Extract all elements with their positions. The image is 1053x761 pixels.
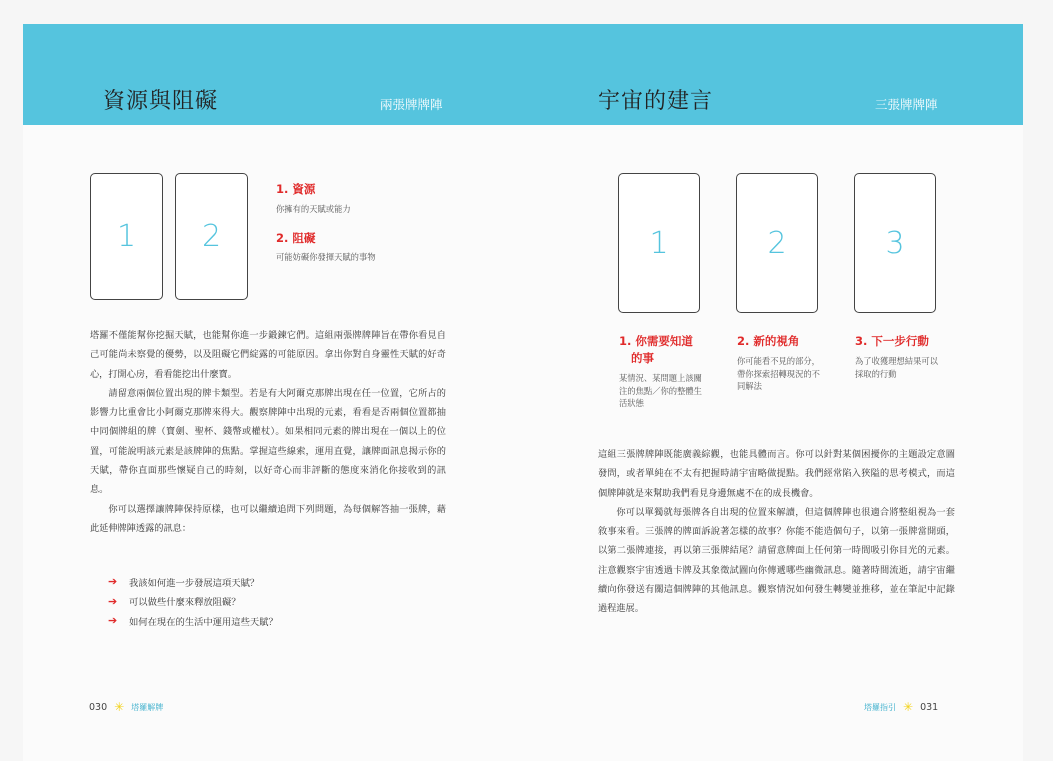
page-title: 宇宙的建言 bbox=[598, 89, 714, 114]
card-slot-3 bbox=[854, 173, 936, 313]
page-number: 031 bbox=[920, 701, 939, 713]
left-page bbox=[23, 24, 523, 761]
card-slot-1 bbox=[90, 173, 163, 300]
card-number: 2 bbox=[201, 219, 222, 254]
position-desc-resource: 你擁有的天賦或能力 bbox=[276, 204, 351, 214]
position-title-new-perspective: 2. 新的視角 bbox=[737, 334, 800, 348]
position-desc-obstacle: 可能妨礙你發揮天賦的事物 bbox=[276, 252, 376, 262]
sun-icon: ✳ bbox=[114, 700, 125, 714]
position-title-need-to-know: 1. 你需要知道 的事 bbox=[619, 334, 693, 365]
page-title: 資源與阻礙 bbox=[103, 89, 219, 114]
sun-icon: ✳ bbox=[903, 700, 914, 714]
arrow-right-icon: ➔ bbox=[108, 614, 118, 628]
list-item: ➔ 如何在現在的生活中運用這些天賦？ bbox=[108, 614, 278, 628]
body-text bbox=[90, 326, 446, 538]
paragraph: 你可以單獨就每張牌各自出現的位置來解讀，但這個牌陣也很適合將整組視為一套敘事來看。三張牌的牌面訴說著怎樣的故事？你能不能造個句子，以第一張牌當開頭，以第二張牌連接，再以第三張牌結尾？請留意牌面上任何第一時間吸引你目光的元素。注意觀察宇宙透過卡牌及其象徵試圖向你傳遞哪些幽微訊息。隨著時間流逝，請宇宙繼續向你發送有關這個牌陣的其他訊息。觀察情況如何發生轉變並推移，並在筆記中記錄過程進展。 bbox=[598, 506, 955, 615]
position-desc-need-to-know: 某情況、某問題上該關注的焦點／你的整體生活狀態 bbox=[619, 373, 702, 408]
paragraph: 這組三張牌牌陣既能廣義綜觀，也能具體而言。你可以針對某個困擾你的主題設定意圖發問，或者單純在不太有把握時請宇宙略做提點。我們經常陷入狹隘的思考模式，而這個牌陣就是來幫助我們看見身邊無處不在的成長機會。 bbox=[598, 449, 955, 499]
spread-type-label: 三張牌牌陣 bbox=[875, 97, 938, 112]
position-title-resource: 1. 資源 bbox=[276, 182, 316, 196]
page-footer bbox=[864, 700, 938, 714]
card-slot-1 bbox=[618, 173, 700, 313]
running-title: 塔羅指引 bbox=[864, 702, 896, 712]
right-page bbox=[523, 24, 1023, 761]
page-number: 030 bbox=[89, 701, 108, 713]
position-desc-new-perspective: 你可能看不見的部分，帶你探索招轉現況的不同解法 bbox=[737, 356, 820, 391]
paragraph: 你可以選擇讓牌陣保持原樣，也可以繼續追問下列問題，為每個解答抽一張牌，藉此延伸牌陣透露的訊息： bbox=[90, 503, 446, 534]
paragraph: 塔羅不僅能幫你挖掘天賦，也能幫你進一步鍛鍊它們。這組兩張牌牌陣旨在帶你看見自己可能尚未察覺的優勢，以及阻礙它們綻露的可能原因。拿出你對自身靈性天賦的好奇心，打開心房，看看能挖出什麼寶。 bbox=[90, 330, 446, 380]
card-number: 3 bbox=[885, 225, 905, 261]
header-band bbox=[23, 24, 523, 125]
position-title-obstacle: 2. 阻礙 bbox=[276, 231, 316, 245]
paragraph: 請留意兩個位置出現的牌卡類型。若是有大阿爾克那牌出現在任一位置，它所占的影響力比重會比小阿爾克那牌來得大。觀察牌陣中出現的元素，看看是否兩個位置都抽中同個牌組的牌（寶劍、聖杯、錢幣或權杖）。如果相同元素的牌出現在一個以上的位置，可能說明該元素是該牌陣的焦點。掌握這些線索，運用直覺，讓牌面訊息揭示你的天賦，帶你直面那些懷疑自己的時刻，以好奇心而非評斷的態度來消化你接收到的訊息。 bbox=[90, 387, 446, 496]
card-number: 2 bbox=[767, 225, 787, 261]
running-title: 塔羅解牌 bbox=[131, 702, 164, 712]
card-number: 1 bbox=[116, 219, 137, 254]
card-slot-2 bbox=[175, 173, 248, 300]
position-desc-next-step: 為了收獲理想結果可以採取的行動 bbox=[855, 356, 938, 379]
list-item: ➔ 我該如何進一步發展這項天賦？ bbox=[108, 575, 260, 589]
spread-type-label: 兩張牌牌陣 bbox=[380, 97, 443, 112]
question-list bbox=[108, 572, 278, 631]
body-text bbox=[598, 445, 955, 619]
arrow-right-icon: ➔ bbox=[108, 575, 118, 589]
arrow-right-icon: ➔ bbox=[108, 594, 118, 608]
page-footer bbox=[89, 700, 163, 714]
list-item: ➔ 可以做些什麼來釋放阻礙？ bbox=[108, 594, 241, 609]
card-number: 1 bbox=[649, 225, 669, 261]
card-slot-2 bbox=[736, 173, 818, 313]
position-title-next-step: 3. 下一步行動 bbox=[855, 334, 929, 348]
